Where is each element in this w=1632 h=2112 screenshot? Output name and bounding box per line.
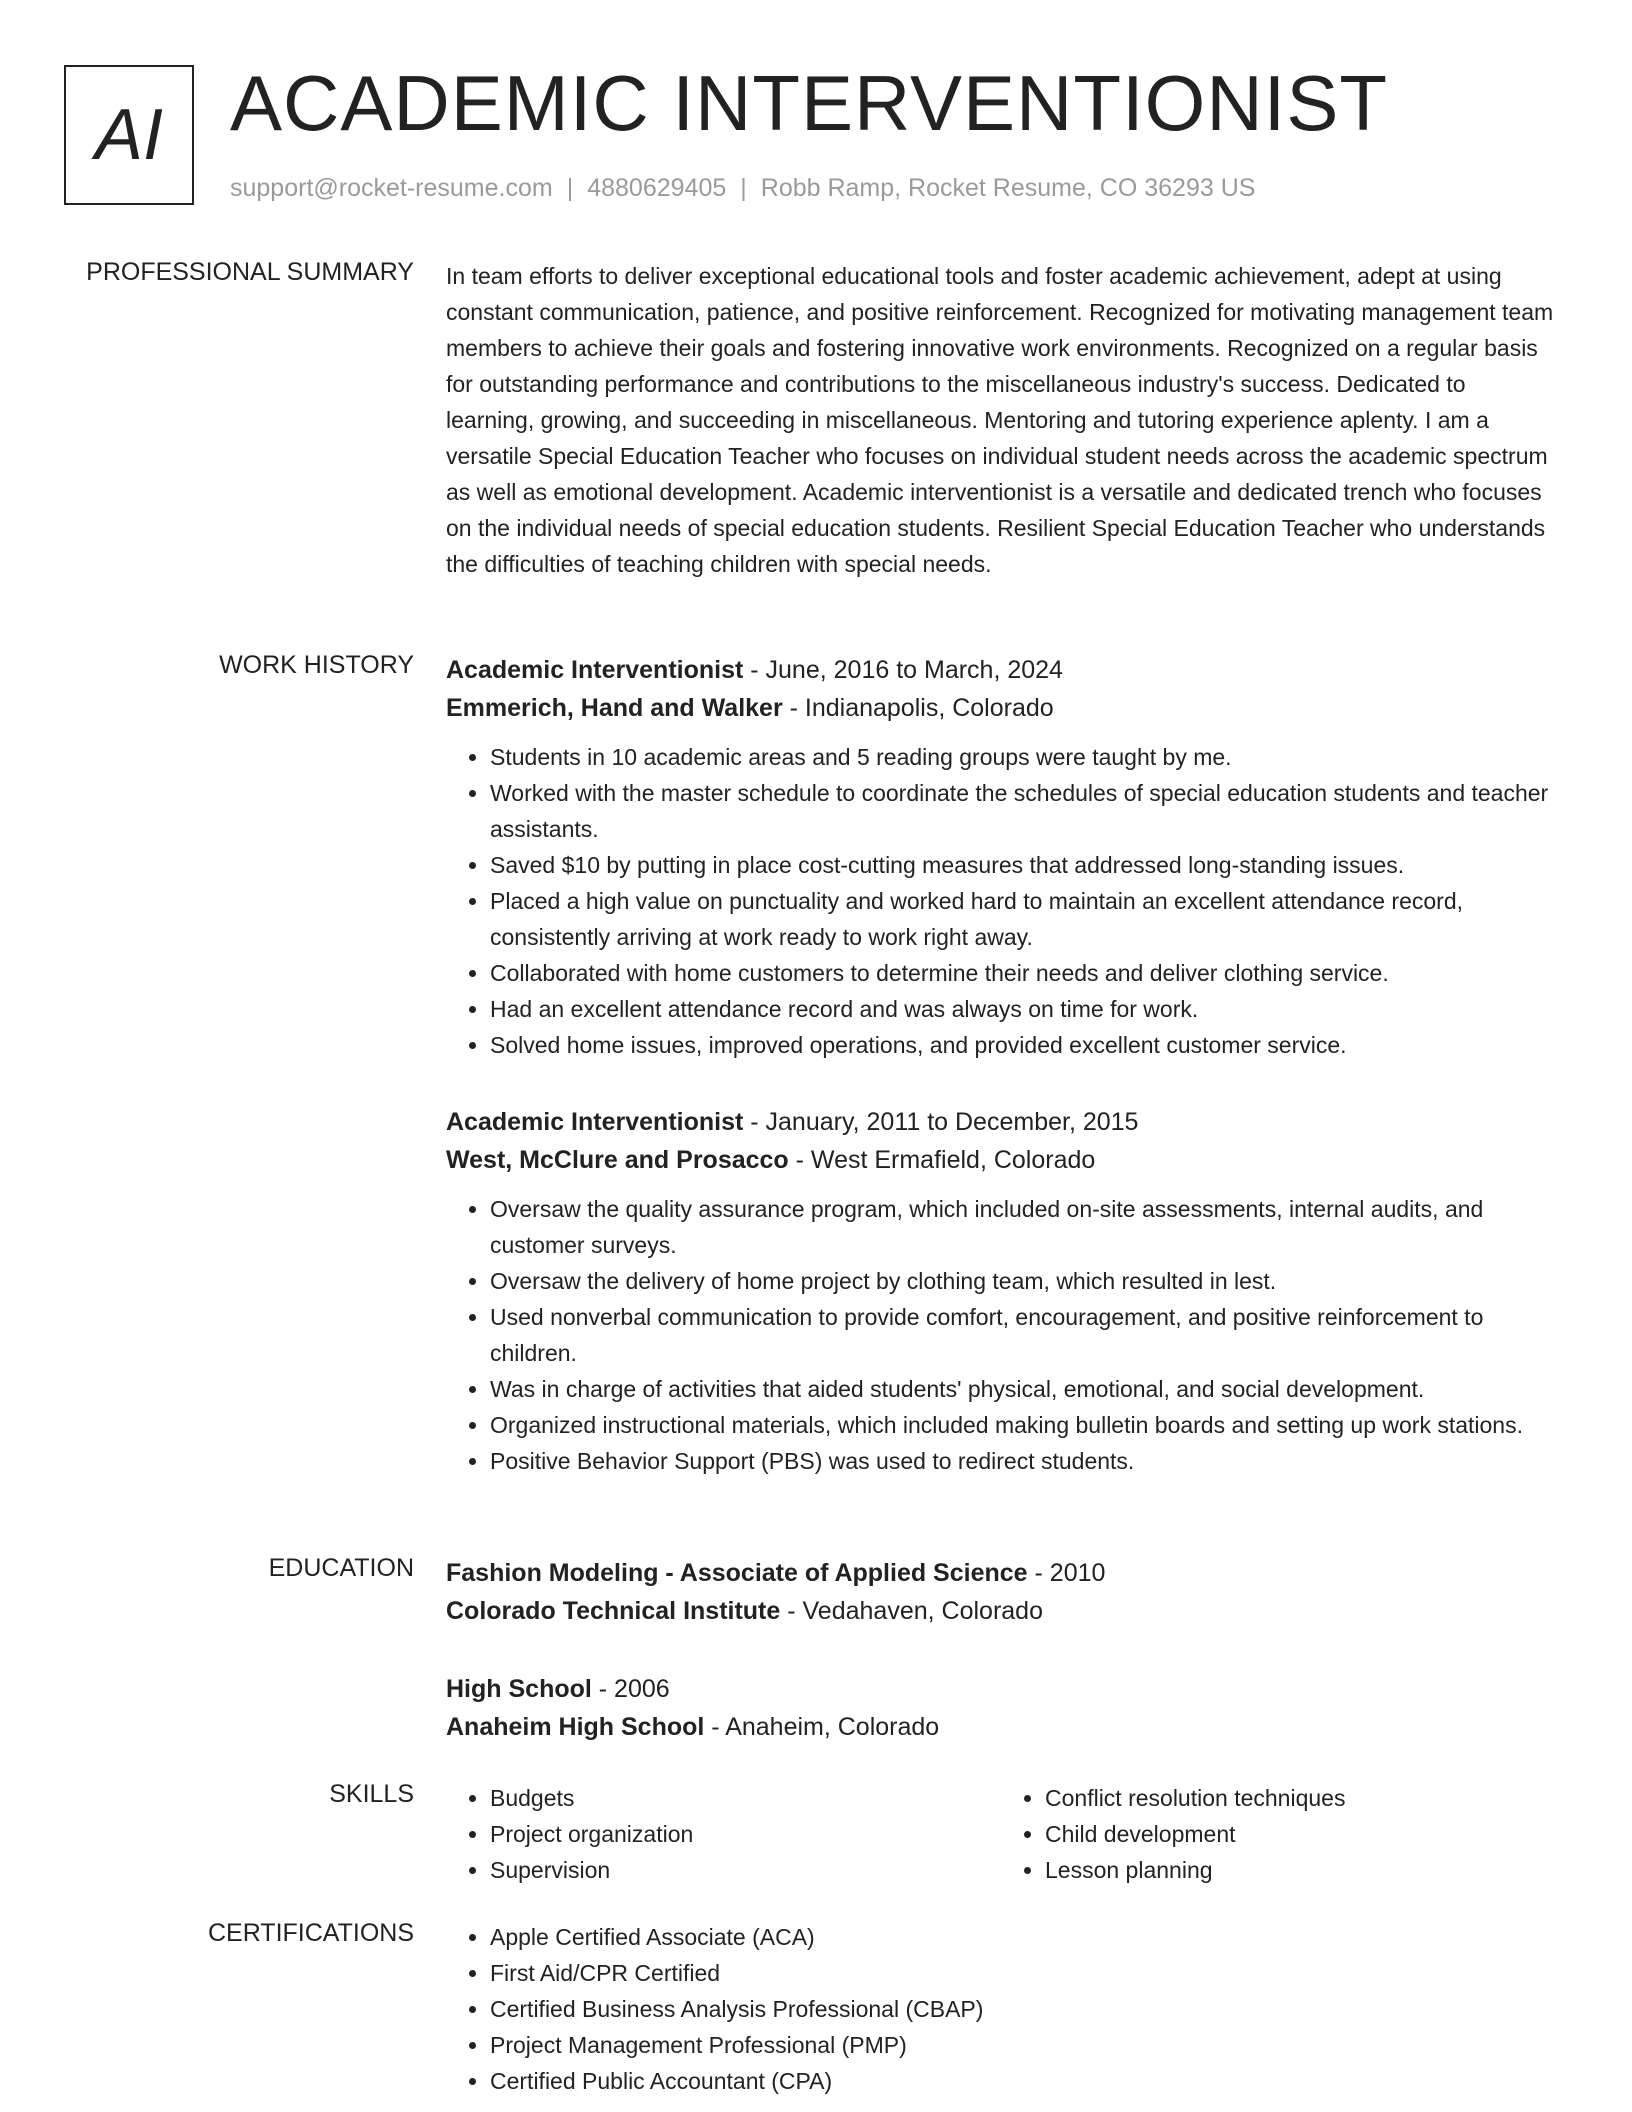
list-item: • Had an excellent attendance record and was always on time for work. — [490, 991, 1556, 1027]
list-item: • Conflict resolution techniques — [1045, 1780, 1556, 1816]
contact-separator: | — [566, 174, 574, 202]
skills-columns — [446, 1780, 1556, 1888]
degree: Fashion Modeling - Associate of Applied Science — [446, 1559, 1028, 1587]
job-location: - Indianapolis, Colorado — [782, 694, 1054, 722]
list-item: • Oversaw the quality assurance program, which included on-site assessments, internal audits, and customer surveys. — [490, 1191, 1556, 1263]
list-item: • Lesson planning — [1045, 1852, 1556, 1888]
job-company: Emmerich, Hand and Walker — [446, 694, 783, 722]
contact-line — [230, 174, 1255, 203]
list-item: • Oversaw the delivery of home project by clothing team, which resulted in lest. — [490, 1263, 1556, 1299]
list-item: • Project organization — [490, 1816, 1001, 1852]
section-label: PROFESSIONAL SUMMARY — [86, 258, 414, 286]
education-entry — [446, 1670, 1556, 1746]
job-company: West, McClure and Prosacco — [446, 1146, 789, 1174]
section-label: WORK HISTORY — [219, 651, 414, 679]
job-title: Academic Interventionist — [446, 656, 744, 684]
section-label: EDUCATION — [268, 1554, 414, 1582]
list-item: • Collaborated with home customers to determine their needs and deliver clothing service. — [490, 955, 1556, 991]
list-item: • Child development — [1045, 1816, 1556, 1852]
job-entry — [446, 651, 1556, 1063]
list-item: • Saved $10 by putting in place cost-cutting measures that addressed long-standing issues. — [490, 847, 1556, 883]
skills-list-left — [446, 1780, 1001, 1888]
skills-list-right — [1001, 1780, 1556, 1888]
list-item: • Used nonverbal communication to provide comfort, encouragement, and positive reinforcement to children. — [490, 1299, 1556, 1371]
resume-title: ACADEMIC INTERVENTIONIST — [230, 59, 1389, 147]
education-entry — [446, 1554, 1556, 1630]
section-body — [446, 1919, 1556, 2099]
section-body — [446, 1780, 1556, 1888]
list-item: • Worked with the master schedule to coordinate the schedules of special education students and teacher assistants. — [490, 775, 1556, 847]
job-location: - West Ermafield, Colorado — [788, 1146, 1096, 1174]
section-label: CERTIFICATIONS — [207, 1919, 414, 1947]
job-title-line — [446, 1103, 1556, 1141]
contact-email: support@rocket-resume.com — [230, 174, 553, 202]
school-line — [446, 1592, 1556, 1630]
degree-line — [446, 1670, 1556, 1708]
job-bullets — [446, 1191, 1556, 1479]
job-company-line — [446, 1141, 1556, 1179]
degree-line — [446, 1554, 1556, 1592]
job-dates: - January, 2011 to December, 2015 — [743, 1108, 1139, 1136]
school-location: - Vedahaven, Colorado — [780, 1597, 1043, 1625]
job-title: Academic Interventionist — [446, 1108, 744, 1136]
school: Colorado Technical Institute — [446, 1597, 781, 1625]
school-location: - Anaheim, Colorado — [704, 1713, 940, 1741]
section-body — [446, 651, 1556, 1519]
job-dates: - June, 2016 to March, 2024 — [743, 656, 1063, 684]
job-title-line — [446, 651, 1556, 689]
degree-year: - 2010 — [1027, 1559, 1106, 1587]
list-item: • Certified Public Accountant (CPA) — [490, 2063, 1556, 2099]
school: Anaheim High School — [446, 1713, 705, 1741]
list-item: • Positive Behavior Support (PBS) was used to redirect students. — [490, 1443, 1556, 1479]
job-company-line — [446, 689, 1556, 727]
list-item: • Project Management Professional (PMP) — [490, 2027, 1556, 2063]
list-item: • Students in 10 academic areas and 5 reading groups were taught by me. — [490, 739, 1556, 775]
summary-text: In team efforts to deliver exceptional educational tools and foster academic achievement, adept at using constant communication, patience, and positive reinforcement. Recognized for motivating management team members to achieve their goals and fostering innovative work environments. Recognized on a regular basis for outstanding performance and contributions to the miscellaneous industry's success. Dedicated to learning, growing, and succeeding in miscellaneous. Mentoring and tutoring experience aplenty. I am a versatile Special Education Teacher who focuses on individual student needs across the academic spectrum as well as emotional development. Academic interventionist is a versatile and dedicated trench who focuses on the individual needs of special education students. Resilient Special Education Teacher who understands the difficulties of teaching children with special needs. — [446, 263, 1554, 577]
list-item: • Was in charge of activities that aided students' physical, emotional, and social development. — [490, 1371, 1556, 1407]
section-body — [446, 1554, 1556, 1786]
school-line — [446, 1708, 1556, 1746]
section-body — [446, 258, 1556, 582]
contact-address: Robb Ramp, Rocket Resume, CO 36293 US — [760, 174, 1256, 202]
list-item: • Budgets — [490, 1780, 1001, 1816]
section-label: SKILLS — [329, 1780, 414, 1808]
job-bullets — [446, 739, 1556, 1063]
contact-phone: 4880629405 — [587, 174, 727, 202]
list-item: • First Aid/CPR Certified — [490, 1955, 1556, 1991]
monogram-logo: AI — [64, 65, 194, 205]
list-item: • Certified Business Analysis Professional (CBAP) — [490, 1991, 1556, 2027]
degree: High School — [446, 1675, 592, 1703]
list-item: • Solved home issues, improved operations, and provided excellent customer service. — [490, 1027, 1556, 1063]
list-item: • Organized instructional materials, which included making bulletin boards and setting up work stations. — [490, 1407, 1556, 1443]
list-item: • Supervision — [490, 1852, 1001, 1888]
certifications-list — [446, 1919, 1556, 2099]
contact-separator: | — [740, 174, 747, 202]
list-item: • Placed a high value on punctuality and worked hard to maintain an excellent attendance record, consistently arriving at work ready to work right away. — [490, 883, 1556, 955]
list-item: • Apple Certified Associate (ACA) — [490, 1919, 1556, 1955]
degree-year: - 2006 — [591, 1675, 670, 1703]
job-entry — [446, 1103, 1556, 1479]
